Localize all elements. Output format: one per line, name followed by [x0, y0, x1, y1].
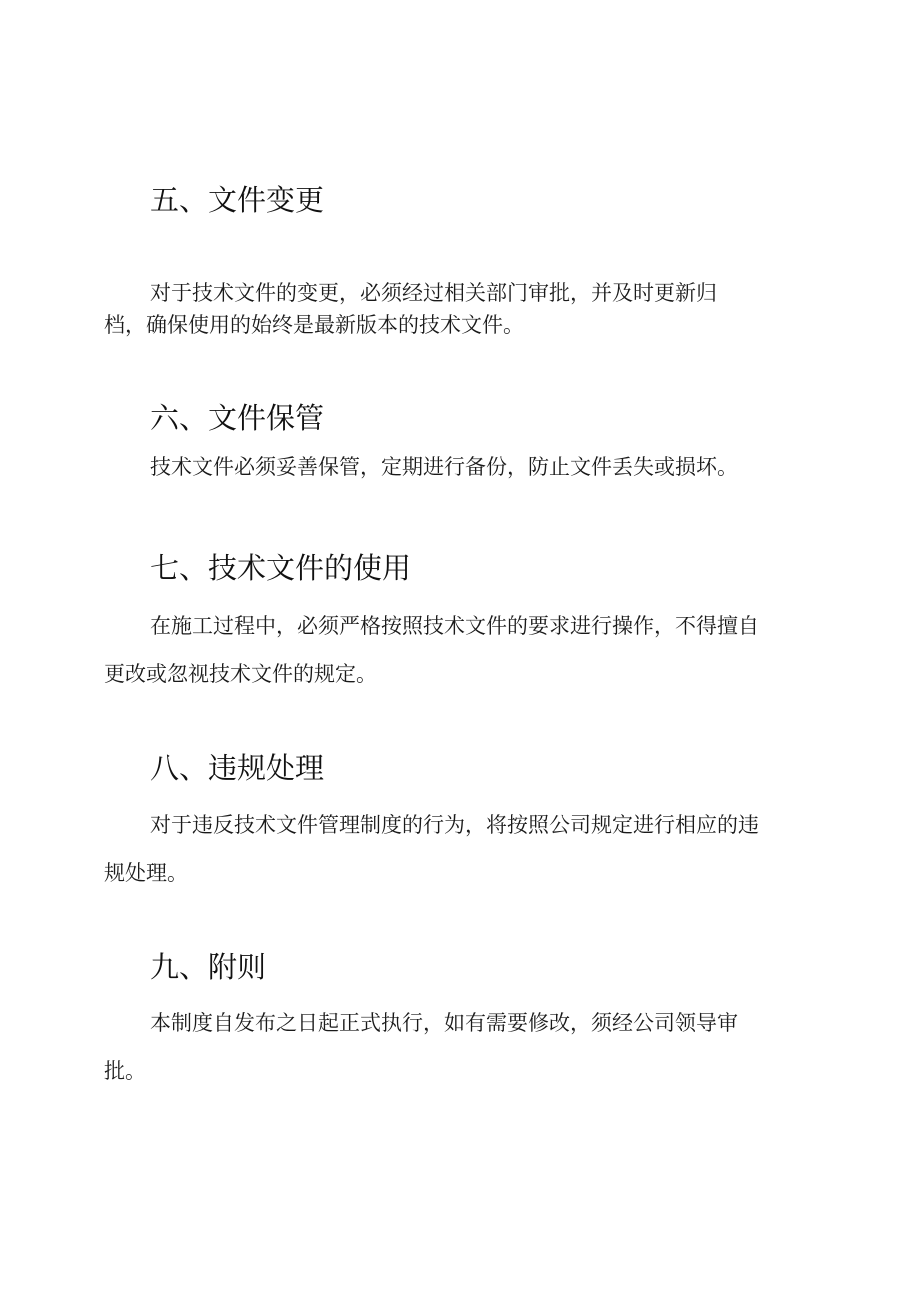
section-body-file-change — [104, 277, 824, 341]
paragraph-line: 规处理。 — [104, 861, 188, 885]
paragraph-line: 本制度自发布之日起正式执行，如有需要修改，须经公司领导审 — [150, 1011, 738, 1035]
paragraph-line: 档，确保使用的始终是最新版本的技术文件。 — [104, 313, 524, 337]
section-heading-file-usage: 七、技术文件的使用 — [150, 551, 412, 585]
paragraph-line: 在施工过程中，必须严格按照技术文件的要求进行操作，不得擅自 — [150, 614, 759, 638]
section-body-file-usage — [104, 602, 824, 698]
section-body-violation-handling — [104, 801, 824, 897]
section-heading-file-storage: 六、文件保管 — [150, 401, 325, 435]
section-body-supplementary-provisions — [104, 999, 824, 1095]
paragraph-line: 批。 — [104, 1059, 146, 1083]
section-heading-supplementary-provisions: 九、附则 — [150, 950, 267, 984]
paragraph-line: 更改或忽视技术文件的规定。 — [104, 662, 377, 686]
paragraph-line: 对于技术文件的变更，必须经过相关部门审批，并及时更新归 — [150, 281, 717, 305]
section-heading-file-change: 五、文件变更 — [150, 183, 325, 217]
paragraph-line: 对于违反技术文件管理制度的行为，将按照公司规定进行相应的违 — [150, 813, 759, 837]
section-body-file-storage — [104, 451, 824, 483]
section-heading-violation-handling: 八、违规处理 — [150, 751, 325, 785]
paragraph-line: 技术文件必须妥善保管，定期进行备份，防止文件丢失或损坏。 — [150, 455, 738, 479]
